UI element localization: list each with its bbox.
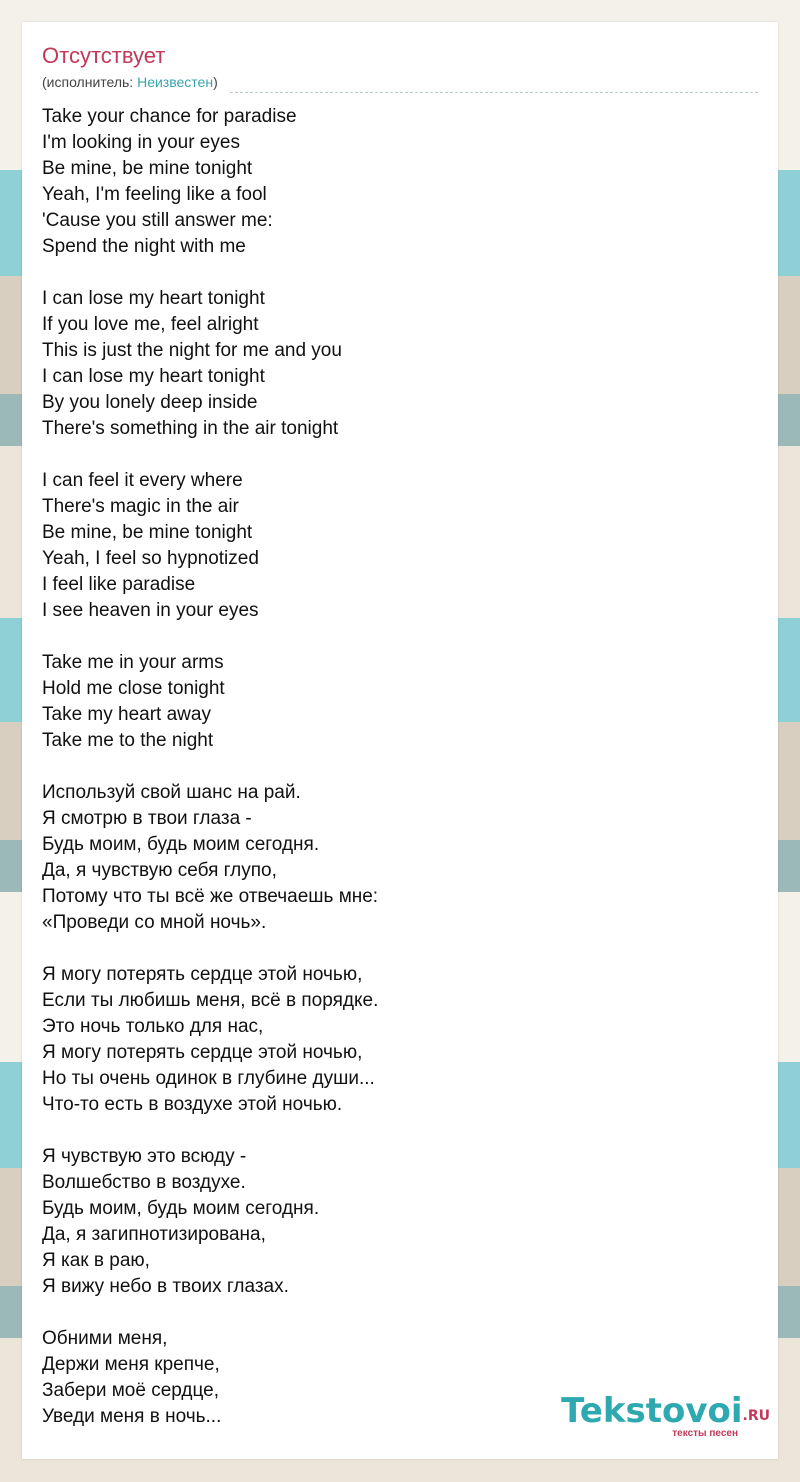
lyrics-line: Я вижу небо в твоих глазах.	[42, 1276, 289, 1297]
lyrics-line: 'Cause you still answer me:	[42, 210, 273, 231]
lyrics-line: Я могу потерять сердце этой ночью,	[42, 1042, 363, 1063]
logo-name: Tekstovoi	[561, 1391, 743, 1431]
lyrics-line: Hold me close tonight	[42, 678, 225, 699]
lyrics-line: I see heaven in your eyes	[42, 600, 259, 621]
lyrics-stanza	[42, 780, 742, 936]
lyrics-line: By you lonely deep inside	[42, 392, 258, 413]
artist-suffix: )	[213, 74, 218, 90]
lyrics-line: Be mine, be mine tonight	[42, 522, 253, 543]
artist-line	[42, 73, 218, 91]
artist-prefix: (исполнитель:	[42, 74, 138, 90]
lyrics-line: Be mine, be mine tonight	[42, 158, 253, 179]
logo-tagline: тексты песен	[672, 1428, 738, 1439]
logo-tld: .RU	[742, 1408, 770, 1424]
lyrics-line: Я смотрю в твои глаза -	[42, 808, 252, 829]
lyrics-line: Будь моим, будь моим сегодня.	[42, 834, 320, 855]
lyrics-line: Я могу потерять сердце этой ночью,	[42, 964, 363, 985]
lyrics-line: Волшебство в воздухе.	[42, 1172, 246, 1193]
lyrics-line: Я чувствую это всюду -	[42, 1146, 247, 1167]
lyrics-line: «Проведи со мной ночь».	[42, 912, 267, 933]
lyrics-line: Если ты любишь меня, всё в порядке.	[42, 990, 379, 1011]
header-divider	[230, 92, 758, 93]
lyrics-line: Но ты очень одинок в глубине души...	[42, 1068, 375, 1089]
lyrics-line: Да, я загипнотизирована,	[42, 1224, 266, 1245]
song-title: Отсутствует	[42, 43, 166, 68]
lyrics-line: If you love me, feel alright	[42, 314, 259, 335]
lyrics-line: I feel like paradise	[42, 574, 196, 595]
lyrics-line: I'm looking in your eyes	[42, 132, 240, 153]
lyrics-stanza	[42, 468, 742, 624]
lyrics-line: Забери моё сердце,	[42, 1380, 220, 1401]
lyrics-line: Используй свой шанс на рай.	[42, 782, 301, 803]
lyrics-stanza	[42, 104, 742, 260]
lyrics-stanza	[42, 650, 742, 754]
site-logo[interactable]	[561, 1391, 770, 1439]
lyrics-line: This is just the night for me and you	[42, 340, 342, 361]
lyrics-line: I can lose my heart tonight	[42, 288, 265, 309]
lyrics-stanza	[42, 1144, 742, 1300]
lyrics-line: I can lose my heart tonight	[42, 366, 265, 387]
lyrics-stanza	[42, 286, 742, 442]
lyrics-line: Держи меня крепче,	[42, 1354, 220, 1375]
lyrics-line: Потому что ты всё же отвечаешь мне:	[42, 886, 379, 907]
lyrics-line: Yeah, I feel so hypnotized	[42, 548, 259, 569]
lyrics-line: Я как в раю,	[42, 1250, 150, 1271]
lyrics-line: I can feel it every where	[42, 470, 243, 491]
lyrics-line: Что-то есть в воздухе этой ночью.	[42, 1094, 343, 1115]
lyrics-line: Take my heart away	[42, 704, 211, 725]
lyrics-line: Обними меня,	[42, 1328, 168, 1349]
lyrics-line: Take me in your arms	[42, 652, 224, 673]
lyrics-line: There's something in the air tonight	[42, 418, 339, 439]
lyrics-line: Уведи меня в ночь...	[42, 1406, 222, 1427]
lyrics-line: Yeah, I'm feeling like a fool	[42, 184, 267, 205]
lyrics-line: Take me to the night	[42, 730, 214, 751]
lyrics-line: Это ночь только для нас,	[42, 1016, 264, 1037]
lyrics-card	[22, 22, 778, 1459]
lyrics-line: Spend the night with me	[42, 236, 246, 257]
lyrics-text	[42, 104, 742, 1456]
artist-link[interactable]: Неизвестен	[137, 74, 214, 90]
lyrics-line: Будь моим, будь моим сегодня.	[42, 1198, 320, 1219]
lyrics-line: There's magic in the air	[42, 496, 239, 517]
lyrics-line: Take your chance for paradise	[42, 106, 297, 127]
lyrics-line: Да, я чувствую себя глупо,	[42, 860, 277, 881]
lyrics-stanza	[42, 962, 742, 1118]
